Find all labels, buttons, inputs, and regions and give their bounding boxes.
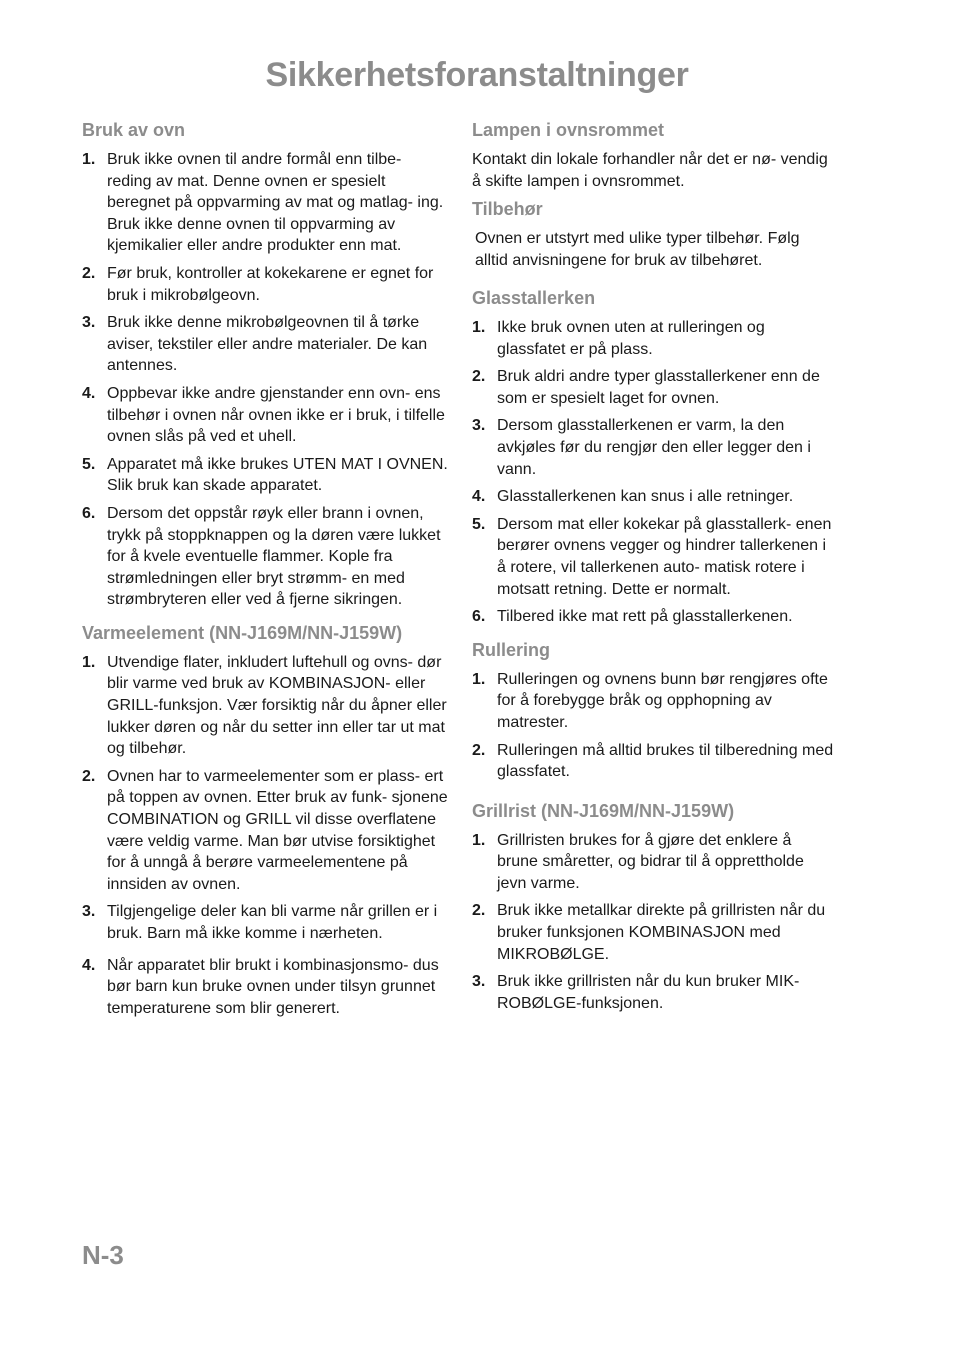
item-text: Ovnen har to varmeelementer som er plass- ert på toppen av ovnen. Etter bruk av funk- sjonene COMBINATION og GRILL vil disse overflatene være veldig varme. Man bør utvise forsiktighet for å unngå å berøre varmeelementene på innsiden av ovnen. [107,767,448,893]
section-rullering [472,638,836,783]
item-text: Bruk aldri andre typer glasstallerkener enn de som er spesielt laget for ovnen. [497,368,820,407]
item-number: 4. [82,956,96,974]
item-text: Rulleringen og ovnens bunn bør rengjøres ofte for å forebygge bråk og opphopning av matrester. [497,670,828,731]
item-text: Tilbered ikke mat rett på glasstallerkenen. [497,608,793,626]
item-number: 2. [82,264,96,282]
section-varmeelement [82,621,448,1020]
item-number: 3. [82,903,96,921]
item-text: Bruk ikke ovnen til andre formål enn tilbe- reding av mat. Denne ovnen er spesielt beregnet på oppvarming av mat og matlag- ing. Bruk ikke denne ovnen til oppvarming av kjemikalier eller andre produkter enn mat. [107,151,444,255]
section-heading: Bruk av ovn [82,120,186,140]
item-number: 5. [472,515,486,533]
item-number: 3. [472,417,486,435]
item-number: 1. [472,319,486,336]
item-number: 6. [472,608,486,626]
list-item [472,669,836,734]
item-number: 4. [472,488,486,506]
item-text: Tilgjengelige deler kan bli varme når grillen er i bruk. Barn må ikke komme i nærheten. [107,903,438,942]
left-column [82,118,448,1025]
item-text: Før bruk, kontroller at kokekarene er egnet for bruk i mikrobølgeovn. [107,264,434,304]
list-item [82,766,448,896]
item-text: Dersom det oppstår røyk eller brann i ovnen, trykk på stoppknappen og la døren være lukket for å kvele eventuelle flammer. Kople fra strømledningen eller bryt strømm- en med strømbryteren eller ved å fjerne sikringen. [107,504,441,609]
list-item [82,263,448,306]
item-number: 6. [82,504,96,522]
list-item [82,454,448,497]
section-tilbehor [472,197,836,272]
page-number: N-3 [82,1240,124,1270]
section-heading: Glasstallerken [472,288,596,308]
list-item [472,900,836,965]
item-text: Utvendige flater, inkludert luftehull og ovns- dør blir varme ved bruk av KOMBINASJON- eller GRILL-funksjon. Vær forsiktig når du åpner eller lukker døren og når du setter inn eller tar ut mat og tilbehør. [107,653,447,758]
item-number: 1. [82,653,96,671]
list-item [472,415,836,480]
item-number: 2. [472,902,486,920]
list-item [472,514,836,600]
list-item [472,830,836,895]
numbered-list [82,652,448,1020]
list-item [472,606,836,628]
item-number: 2. [472,741,486,759]
list-item [82,652,448,760]
list-item [472,971,836,1014]
section-heading: Lampen i ovnsrommet [472,120,665,140]
numbered-list [472,317,836,628]
numbered-list [472,669,836,783]
item-text: Dersom mat eller kokekar på glasstallerk- enen berører ovnens vegger og hindrer tallerkenen i å rotere, vil tallerkenen auto- matisk rotere i motsatt retning. Dette er normalt. [497,515,832,598]
page-title: Sikkerhetsforanstaltninger [265,56,689,94]
section-glasstallerken [472,286,836,628]
item-text: Dersom glasstallerkenen er varm, la den avkjøles før du rengjør den eller legger den i vann. [497,417,811,478]
item-number: 2. [82,767,96,785]
section-grillrist [472,799,836,1015]
list-item [472,486,836,508]
section-lampen [472,118,836,193]
item-number: 1. [472,670,486,688]
list-item [82,901,448,944]
item-text: Apparatet må ikke brukes UTEN MAT I OVNEN. Slik bruk kan skade apparatet. [107,455,448,495]
item-text: Rulleringen må alltid brukes til tilberedning med glassfatet. [497,741,834,781]
item-text: Bruk ikke denne mikrobølgeovnen til å tørke aviser, tekstiler eller andre materialer. De kan antennes. [107,314,428,375]
item-number: 3. [82,314,96,332]
numbered-list [472,830,836,1015]
item-number: 1. [82,151,96,168]
section-text: Ovnen er utstyrt med ulike typer tilbehør. Følg alltid anvisningene for bruk av tilbehøret. [475,230,800,269]
right-column [472,118,836,1020]
list-item [82,383,448,448]
section-heading: Tilbehør [472,199,543,219]
item-text: Bruk ikke grillristen når du kun bruker MIK- ROBØLGE-funksjonen. [497,973,800,1012]
section-heading: Grillrist (NN-J169M/NN-J159W) [472,800,735,821]
list-item [82,312,448,377]
item-number: 5. [82,455,96,473]
item-number: 1. [472,831,486,849]
section-text: Kontakt din lokale forhandler når det er nø- vendig å skifte lampen i ovnsrommet. [472,151,828,190]
item-number: 2. [472,368,486,386]
item-text: Bruk ikke metallkar direkte på grillristen når du bruker funksjonen KOMBINASJON med MIKROBØLGE. [497,902,826,963]
list-item [472,366,836,409]
item-number: 4. [82,384,96,402]
item-text: Når apparatet blir brukt i kombinasjonsmo- dus bør barn kun bruke ovnen under tilsyn grunnet temperaturene som blir generert. [107,956,439,1017]
item-text: Ikke bruk ovnen uten at rulleringen og glassfatet er på plass. [497,319,765,358]
item-number: 3. [472,973,486,991]
section-bruk-av-ovn [82,118,448,611]
list-item [82,955,448,1020]
section-heading: Varmeelement (NN-J169M/NN-J159W) [82,622,403,643]
item-text: Oppbevar ikke andre gjenstander enn ovn- ens tilbehør i ovnen når ovnen ikke er i bruk, i tilfelle ovnen slås på ved et uhell. [107,384,445,446]
list-item [472,317,836,360]
section-heading: Rullering [472,639,551,660]
list-item [472,740,836,783]
item-text: Glasstallerkenen kan snus i alle retninger. [497,488,794,506]
numbered-list [82,149,448,611]
item-text: Grillristen brukes for å gjøre det enklere å brune småretter, og bidrar til å opprettholde jevn varme. [497,831,804,892]
list-item [82,503,448,611]
list-item [82,149,448,257]
